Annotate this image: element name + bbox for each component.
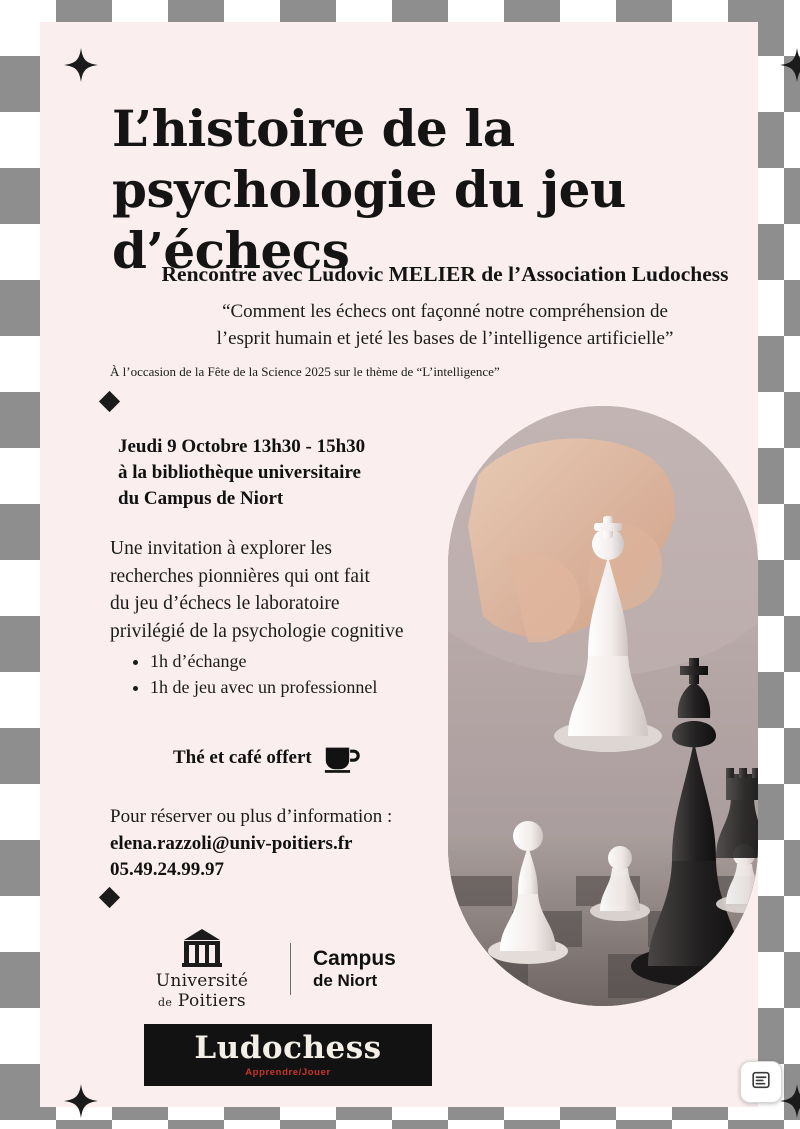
campus-logo [313,947,396,991]
contact-phone[interactable]: 05.49.24.99.97 [110,859,224,881]
event-campus: du Campus de Niort [118,488,284,510]
refreshments-note [173,744,360,772]
poster-subtitle: Rencontre avec Ludovic MELIER de l’Association Ludochess [161,262,729,286]
description-line-2: recherches pionnières qui ont fait [110,565,370,587]
university-poitiers: Poitiers [177,991,246,1011]
description-line-1: Une invitation à explorer les [110,538,333,559]
university-name-line2 [136,991,268,1011]
ludochess-logo [144,1024,432,1086]
list-item: • 1h d’échange [150,648,462,674]
poster-occasion: À l’occasion de la Fête de la Science 2025 sur le thème de “L’intelligence” [110,364,500,379]
reader-view-icon [750,1069,772,1096]
diamond-marker-icon [99,887,120,908]
coffee-cup-icon [324,744,360,772]
list-item: • 1h de jeu avec un professionnel [150,674,462,700]
campus-line2: de Niort [313,971,378,990]
refreshments-label: Thé et café offert [173,747,312,768]
poster-quote [120,299,770,353]
description-line-4: privilégié de la psychologie cognitive [110,621,404,643]
sparkle-icon [64,1084,98,1118]
university-logo [136,927,268,1011]
poster-card [40,22,758,1107]
page-title: L’histoire de la psychologie du jeu d’échecs [112,99,626,280]
quote-line-2: l’esprit humain et jeté les bases de l’intelligence artificielle” [216,327,674,349]
logo-row [136,927,396,1011]
event-venue: à la bibliothèque universitaire [118,462,361,484]
ludochess-name: Ludochess [194,1029,382,1066]
program-list [132,648,462,700]
sparkle-icon [64,48,98,82]
university-de: de [158,996,173,1009]
reader-view-button[interactable] [740,1061,782,1103]
logo-divider [290,943,291,995]
event-description [110,535,455,646]
crest-icon [180,927,224,969]
contact-block [110,804,455,884]
quote-line-1: “Comment les échecs ont façonné notre compréhension de [222,301,668,322]
sparkle-icon [780,1084,800,1118]
ludochess-tagline: Apprendre/Jouer [245,1066,331,1078]
event-date-time: Jeudi 9 Octobre 13h30 - 15h30 [118,436,366,457]
event-schedule [118,434,448,513]
contact-email[interactable]: elena.razzoli@univ-poitiers.fr [110,832,353,854]
contact-intro: Pour réserver ou plus d’information : [110,806,393,827]
diamond-marker-icon [99,391,120,412]
chess-photo [448,406,758,1006]
campus-line1: Campus [313,947,396,970]
sparkle-icon [780,48,800,82]
university-name-line1: Université [155,971,249,991]
description-line-3: du jeu d’échecs le laboratoire [110,593,340,615]
